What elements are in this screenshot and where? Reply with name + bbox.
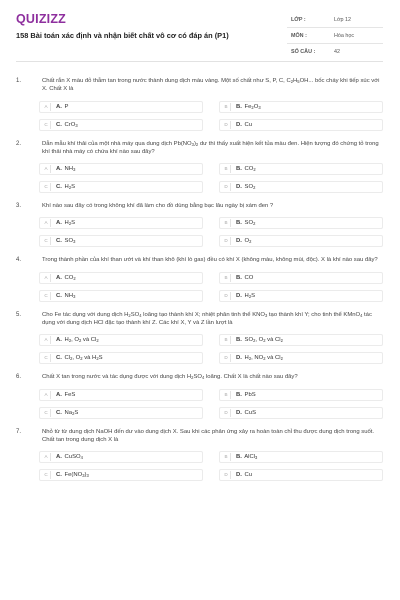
option-value: $SO_2$ (242, 220, 256, 227)
option-value: $Na_2S$ (62, 409, 79, 416)
option-label: D. (236, 121, 242, 128)
option-text (236, 337, 283, 343)
option-text (56, 337, 99, 343)
question-text: Dẫn mẫu khí thải của một nhà máy qua dung dịch $Pb(NO_3)_2$ dư thì thấy xuất hiện kết tủa màu đen. Hiện tượng đó chứng tỏ trong khí thải nhà máy có chứa khí nào sau đây? (42, 140, 379, 155)
option-letter-box: C (42, 183, 51, 191)
option-value: $H_2S$ (242, 292, 256, 299)
option-label: D. (236, 472, 242, 479)
option-text (236, 275, 253, 281)
worksheet-header (16, 0, 383, 62)
question-text: Chất X tan trong nước và tác dụng được với dung dịch $H_2SO_4$ loãng. Chất X là chất nào sau đây? (42, 374, 298, 381)
answer-option-c[interactable] (39, 407, 203, 419)
answer-options (39, 217, 383, 247)
answer-option-b[interactable] (219, 163, 383, 175)
quizizz-logo: QUIZIZZ (16, 12, 67, 26)
option-letter-box: B (222, 274, 231, 282)
option-letter-box: C (42, 292, 51, 300)
option-letter-box: C (42, 237, 51, 245)
meta-label: MÔN : (291, 32, 307, 39)
option-label: A. (56, 337, 62, 344)
option-letter-box: C (42, 354, 51, 362)
meta-row-question-count (287, 44, 383, 60)
option-text (56, 392, 75, 398)
question-header (16, 373, 383, 381)
option-text (236, 184, 255, 190)
answer-option-c[interactable] (39, 181, 203, 193)
option-letter-box: D (222, 237, 231, 245)
meta-label: LỚP : (291, 16, 306, 23)
meta-label: SỐ CÂU : (291, 49, 316, 55)
option-letter-box: C (42, 471, 51, 479)
option-value: $H_2S$ (62, 220, 76, 227)
option-value: $O_2$ (242, 238, 252, 245)
option-text (236, 220, 255, 226)
option-value: Cu (242, 121, 253, 128)
option-label: C. (56, 472, 62, 479)
worksheet-meta (287, 12, 383, 60)
option-text (56, 275, 76, 281)
answer-option-a[interactable] (39, 163, 203, 175)
question-header (16, 202, 383, 210)
option-value: CuSO$_4$ (62, 454, 83, 461)
option-label: C. (56, 409, 62, 416)
option-label: A. (56, 220, 62, 227)
option-letter-box: C (42, 121, 51, 129)
question-item (16, 256, 383, 301)
option-letter-box: B (222, 103, 231, 111)
option-text (56, 220, 75, 226)
option-letter-box: B (222, 165, 231, 173)
option-letter-box: D (222, 354, 231, 362)
answer-option-a[interactable] (39, 272, 203, 284)
question-text: Chất rắn X màu đỏ thẫm tan trong nước thành dung dịch màu vàng. Một số chất như S, P, C, $C_2H_5OH$... bốc cháy khi tiếp xúc với X. Chất X là (42, 78, 380, 93)
option-text (236, 410, 256, 416)
answer-option-d[interactable] (219, 407, 383, 419)
option-value: P (62, 103, 69, 110)
option-value: $SO_2$, $O_2$ và $Cl_2$ (242, 337, 283, 344)
option-text (56, 454, 83, 460)
option-value: $H_2$, $NO_2$ và $Cl_2$ (242, 355, 283, 362)
option-letter-box: A (42, 274, 51, 282)
option-letter-box: A (42, 391, 51, 399)
option-letter-box: A (42, 165, 51, 173)
option-text (56, 472, 89, 478)
option-label: D. (236, 409, 242, 416)
question-text: Cho Fe tác dụng với dung dịch $H_2SO_4$ loãng tạo thành khí X; nhiệt phân tinh thể $KNO_3$ tạo thành khí Y; cho tinh thể KMnO$_4$ tác dụng với dung dịch HCl đặc tạo thành khí Z. Các khí X, Y và Z lần lượt là (42, 311, 372, 327)
option-letter-box: B (222, 453, 231, 461)
question-text: Khí nào sau đây có trong không khí đã làm cho đồ dùng bằng bạc lâu ngày bị xám đen ? (42, 203, 274, 210)
option-value: $Fe(NO_3)_3$ (62, 472, 89, 479)
meta-value: 42 (334, 49, 340, 55)
option-label: B. (236, 220, 242, 227)
question-item (16, 202, 383, 247)
question-number: 4. (16, 257, 22, 264)
answer-option-b[interactable] (219, 389, 383, 401)
option-text (236, 293, 255, 299)
option-letter-box: D (222, 471, 231, 479)
option-value: $Fe_2O_3$ (242, 103, 261, 110)
option-text (56, 355, 103, 361)
option-label: B. (236, 337, 242, 344)
option-value: Cu (242, 472, 253, 479)
option-label: A. (56, 103, 62, 110)
option-value: AlCl$_3$ (242, 454, 258, 461)
option-text (236, 454, 257, 460)
option-value: $NH_3$ (62, 292, 76, 299)
answer-option-d[interactable] (219, 119, 383, 131)
answer-options (39, 101, 383, 131)
option-label: D. (236, 238, 242, 245)
option-label: A. (56, 274, 62, 281)
option-value: $H_2$, $O_2$ và $Cl_2$ (62, 337, 99, 344)
option-value: $H_2S$ (62, 184, 76, 191)
answer-option-c[interactable] (39, 290, 203, 302)
option-letter-box: B (222, 219, 231, 227)
answer-options (39, 334, 383, 364)
answer-option-d[interactable] (219, 469, 383, 481)
option-label: B. (236, 391, 242, 398)
option-text (236, 472, 252, 478)
answer-option-a[interactable] (39, 334, 203, 346)
option-label: B. (236, 166, 242, 173)
answer-options (39, 272, 383, 302)
meta-value: Lớp 12 (334, 16, 352, 23)
question-number: 3. (16, 203, 22, 210)
meta-row-subject (287, 28, 383, 44)
answer-option-b[interactable] (219, 217, 383, 229)
option-letter-box: A (42, 336, 51, 344)
question-header (16, 428, 383, 445)
answer-option-c[interactable] (39, 469, 203, 481)
option-text (56, 166, 75, 172)
answer-option-a[interactable] (39, 101, 203, 113)
question-item (16, 140, 383, 194)
option-label: C. (56, 184, 62, 191)
option-letter-box: D (222, 409, 231, 417)
answer-option-b[interactable] (219, 272, 383, 284)
option-value: CuS (242, 409, 257, 416)
answer-option-b[interactable] (219, 334, 383, 346)
option-text (56, 293, 75, 299)
question-number: 6. (16, 374, 22, 381)
option-label: C. (56, 121, 62, 128)
option-label: A. (56, 454, 62, 461)
option-label: B. (236, 274, 242, 281)
question-number: 7. (16, 428, 22, 435)
meta-value: Hóa học (334, 32, 355, 39)
option-value: $CO_2$ (242, 166, 256, 173)
option-value: $NH_3$ (62, 166, 76, 173)
answer-option-c[interactable] (39, 352, 203, 364)
meta-row-class (287, 12, 383, 28)
question-item (16, 311, 383, 365)
option-text (56, 122, 78, 128)
option-value: CrO$_3$ (62, 121, 78, 128)
question-list (16, 62, 383, 481)
answer-options (39, 389, 383, 419)
option-text (236, 122, 252, 128)
option-label: C. (56, 355, 62, 362)
option-letter-box: A (42, 453, 51, 461)
option-letter-box: D (222, 121, 231, 129)
option-letter-box: B (222, 391, 231, 399)
answer-option-d[interactable] (219, 235, 383, 247)
answer-option-c[interactable] (39, 119, 203, 131)
option-value: $SO_3$ (62, 238, 76, 245)
question-number: 1. (16, 78, 22, 84)
answer-option-a[interactable] (39, 451, 203, 463)
answer-option-d[interactable] (219, 352, 383, 364)
worksheet-title: 158 Bài toán xác định và nhận biết chất vô cơ có đáp án (P1) (16, 31, 229, 40)
question-header (16, 77, 383, 94)
option-label: C. (56, 292, 62, 299)
option-label: B. (236, 103, 242, 110)
question-header (16, 311, 383, 328)
option-text (236, 355, 283, 361)
option-label: B. (236, 454, 242, 461)
option-label: D. (236, 184, 242, 191)
question-header (16, 256, 383, 264)
answer-options (39, 451, 383, 481)
option-value: $CO_2$ (62, 274, 76, 281)
option-letter-box: A (42, 103, 51, 111)
option-value: CO (242, 274, 254, 281)
answer-options (39, 163, 383, 193)
option-value: PbS (242, 391, 256, 398)
answer-option-c[interactable] (39, 235, 203, 247)
option-text (56, 104, 68, 110)
question-number: 5. (16, 311, 22, 318)
answer-option-b[interactable] (219, 101, 383, 113)
question-number: 2. (16, 140, 22, 147)
option-label: D. (236, 292, 242, 299)
option-letter-box: A (42, 219, 51, 227)
question-item (16, 373, 383, 418)
option-text (56, 238, 75, 244)
question-header (16, 140, 383, 157)
question-item (16, 428, 383, 482)
option-label: D. (236, 355, 242, 362)
option-label: C. (56, 238, 62, 245)
option-text (56, 184, 75, 190)
option-text (236, 166, 256, 172)
question-item (16, 77, 383, 131)
answer-option-d[interactable] (219, 290, 383, 302)
option-letter-box: D (222, 292, 231, 300)
answer-option-d[interactable] (219, 181, 383, 193)
option-text (236, 104, 261, 110)
question-text: Trong thành phần của khí than ướt và khí than khô (khí lò gas) đều có khí X (không màu, không mùi, độc). X là khí nào sau đây? (42, 257, 378, 264)
option-text (56, 410, 78, 416)
answer-option-a[interactable] (39, 217, 203, 229)
option-letter-box: C (42, 409, 51, 417)
option-value: $SO_2$ (242, 184, 256, 191)
answer-option-a[interactable] (39, 389, 203, 401)
option-value: $Cl_2$, $O_2$ và $H_2S$ (62, 355, 103, 362)
option-letter-box: B (222, 336, 231, 344)
answer-option-b[interactable] (219, 451, 383, 463)
option-text (236, 238, 251, 244)
option-text (236, 392, 256, 398)
question-text: Nhỏ từ từ dung dịch NaOH đến dư vào dung dịch X. Sau khi các phản ứng xảy ra hoàn toàn chỉ thu được dung dịch trong suốt. Chất tan trong dung dịch X là (42, 428, 375, 443)
option-label: A. (56, 391, 62, 398)
option-letter-box: D (222, 183, 231, 191)
option-label: A. (56, 166, 62, 173)
option-value: FeS (62, 391, 76, 398)
